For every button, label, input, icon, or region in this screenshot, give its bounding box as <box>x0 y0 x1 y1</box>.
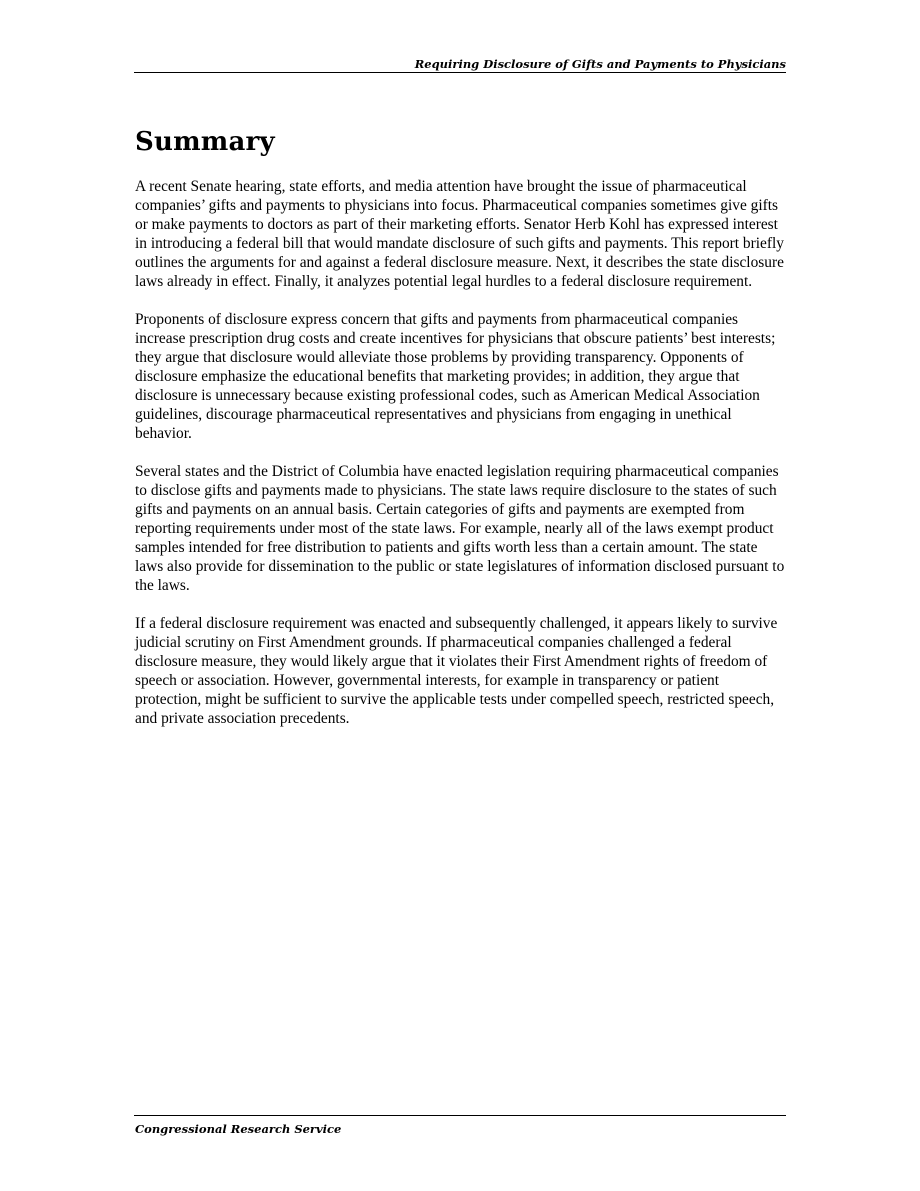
running-footer: Congressional Research Service <box>135 1122 342 1136</box>
summary-paragraph: Several states and the District of Columbia have enacted legislation requiring pharmaceutical companies to disclose gifts and payments made to physicians. The state laws require disclosure to the states of such gifts and payments on an annual basis. Certain categories of gifts and payments are exempted from reporting requirements under most of the state laws. For example, nearly all of the laws exempt product samples intended for free distribution to patients and gifts worth less than a certain amount. The state laws also provide for dissemination to the public or state legislatures of information disclosed pursuant to the laws. <box>135 463 785 594</box>
summary-paragraph: A recent Senate hearing, state efforts, and media attention have brought the issue of pharmaceutical companies’ gifts and payments to physicians into focus. Pharmaceutical companies sometimes give gifts or make payments to doctors as part of their marketing efforts. Senator Herb Kohl has expressed interest in introducing a federal bill that would mandate disclosure of such gifts and payments. This report briefly outlines the arguments for and against a federal disclosure measure. Next, it describes the state disclosure laws already in effect. Finally, it analyzes potential legal hurdles to a federal disclosure requirement. <box>135 178 784 290</box>
header-rule <box>134 72 786 73</box>
summary-paragraph: Proponents of disclosure express concern that gifts and payments from pharmaceutical companies increase prescription drug costs and create incentives for physicians that obscure patients’ best interests; they argue that disclosure would alleviate those problems by providing transparency. Opponents of disclosure emphasize the educational benefits that marketing provides; in addition, they argue that disclosure is unnecessary because existing professional codes, such as American Medical Association guidelines, discourage pharmaceutical representatives and physicians from engaging in unethical behavior. <box>135 311 776 442</box>
footer-rule <box>134 1115 786 1116</box>
summary-paragraph: If a federal disclosure requirement was enacted and subsequently challenged, it appears likely to survive judicial scrutiny on First Amendment grounds. If pharmaceutical companies challenged a federal disclosure measure, they would likely argue that it violates their First Amendment rights of freedom of speech or association. However, governmental interests, for example in transparency or patient protection, might be sufficient to survive the applicable tests under compelled speech, restricted speech, and private association precedents. <box>135 615 778 727</box>
running-header: Requiring Disclosure of Gifts and Payments to Physicians <box>414 57 786 71</box>
main-content <box>135 122 787 728</box>
page-title: Summary <box>135 127 275 157</box>
